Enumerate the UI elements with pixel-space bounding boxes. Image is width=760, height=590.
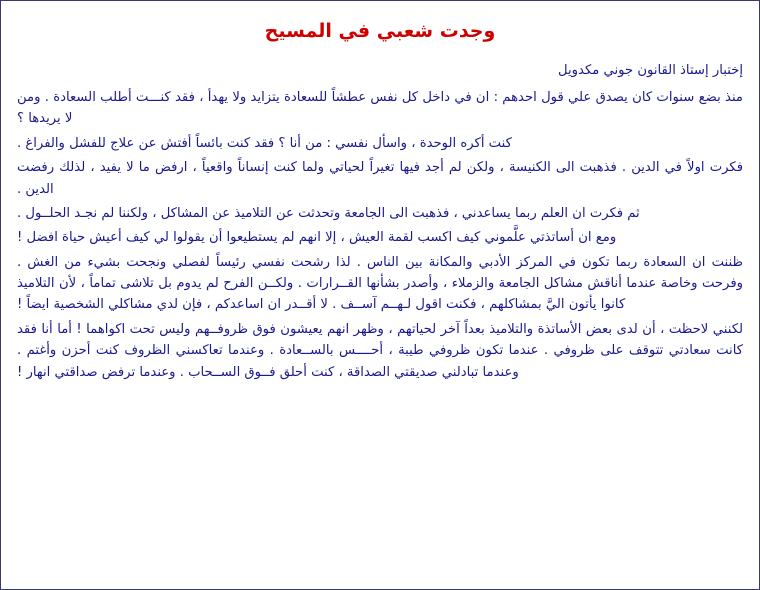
paragraph-8: لكنني لاحظت ، أن لدى بعض الأساتذة والتلاميذ بعداً آخر لحياتهم ، وظهر انهم يعيشون فوق ظروفــهم وليس تحت اكواهما ! أما أنا فقد كانت سعادتي تتوقف على ظروفي . عندما تكون ظروفي طيبة ، أحــــس بالســعادة . وعندما تعاكسني الظروف كنت أحزن وأغتم . وعندما تبادلني صديقتي الصداقة ، كنت أحلق فــوق الســحاب . وعندما ترفض صداقتي انهار !	[17, 321, 743, 380]
paragraph-4: فكرت اولاً في الدين . فذهبت الى الكنيسة ، ولكن لم أجد فيها تغيراً لحياتي ولما كنت إنساناً واقعياً ، ارفض ما لا يفيد ، لذلك رفضت الدين .	[17, 160, 743, 197]
page-title: وجدت شعبي في المسيح	[264, 20, 496, 42]
paragraph-7: ظننت ان السعادة ربما تكون في المركز الأدبي والمكانة بين الناس . لذا رشحت نفسي رئيساً لفصلي ونجحت بشيء من الغش . وفرحت وخاصة عندما أناقش مشاكل الجامعة والزملاء ، وأصدر بشأنها القــرارات . ولكــن الفرح لم يدوم بل تلاشى تماماً ، لأن التلاميذ كانوا يأتون اليَّ بمشاكلهم ، فكنت اقول لـهــم آســف . لا أقــدر ان اساعدكم ، فإن لدي مشاكلي الشخصية ايضاً !	[17, 254, 743, 313]
paragraph-1: إختبار إستاذ القانون جوني مكدويل	[558, 62, 743, 78]
paragraph-5: ثم فكرت ان العلم ربما يساعدني ، فذهبت الى الجامعة وتحدثت عن التلاميذ عن المشاكل ، ولكننا لم نجـد الحلــول .	[17, 205, 640, 221]
paragraph-2: منذ بضع سنوات كان يصدق علي قول احدهم : ان في داخل كل نفس عطشاً للسعادة يتزايد ولا يهدأ ، فقد كنـــت أطلب السعادة . ومن لا يريدها ؟	[17, 90, 743, 127]
document-body	[17, 60, 743, 383]
paragraph-3: كنت أكره الوحدة ، واسأل نفسي : من أنا ؟ فقد كنت بائساً أفتش عن علاج للفشل والفراغ .	[17, 135, 512, 151]
paragraph-6: ومع ان أساتذتي علَّموني كيف اكسب لقمة العيش ، إلا انهم لم يستطيعوا أن يقولوا لي كيف أعيش حياة افضل !	[17, 230, 617, 246]
